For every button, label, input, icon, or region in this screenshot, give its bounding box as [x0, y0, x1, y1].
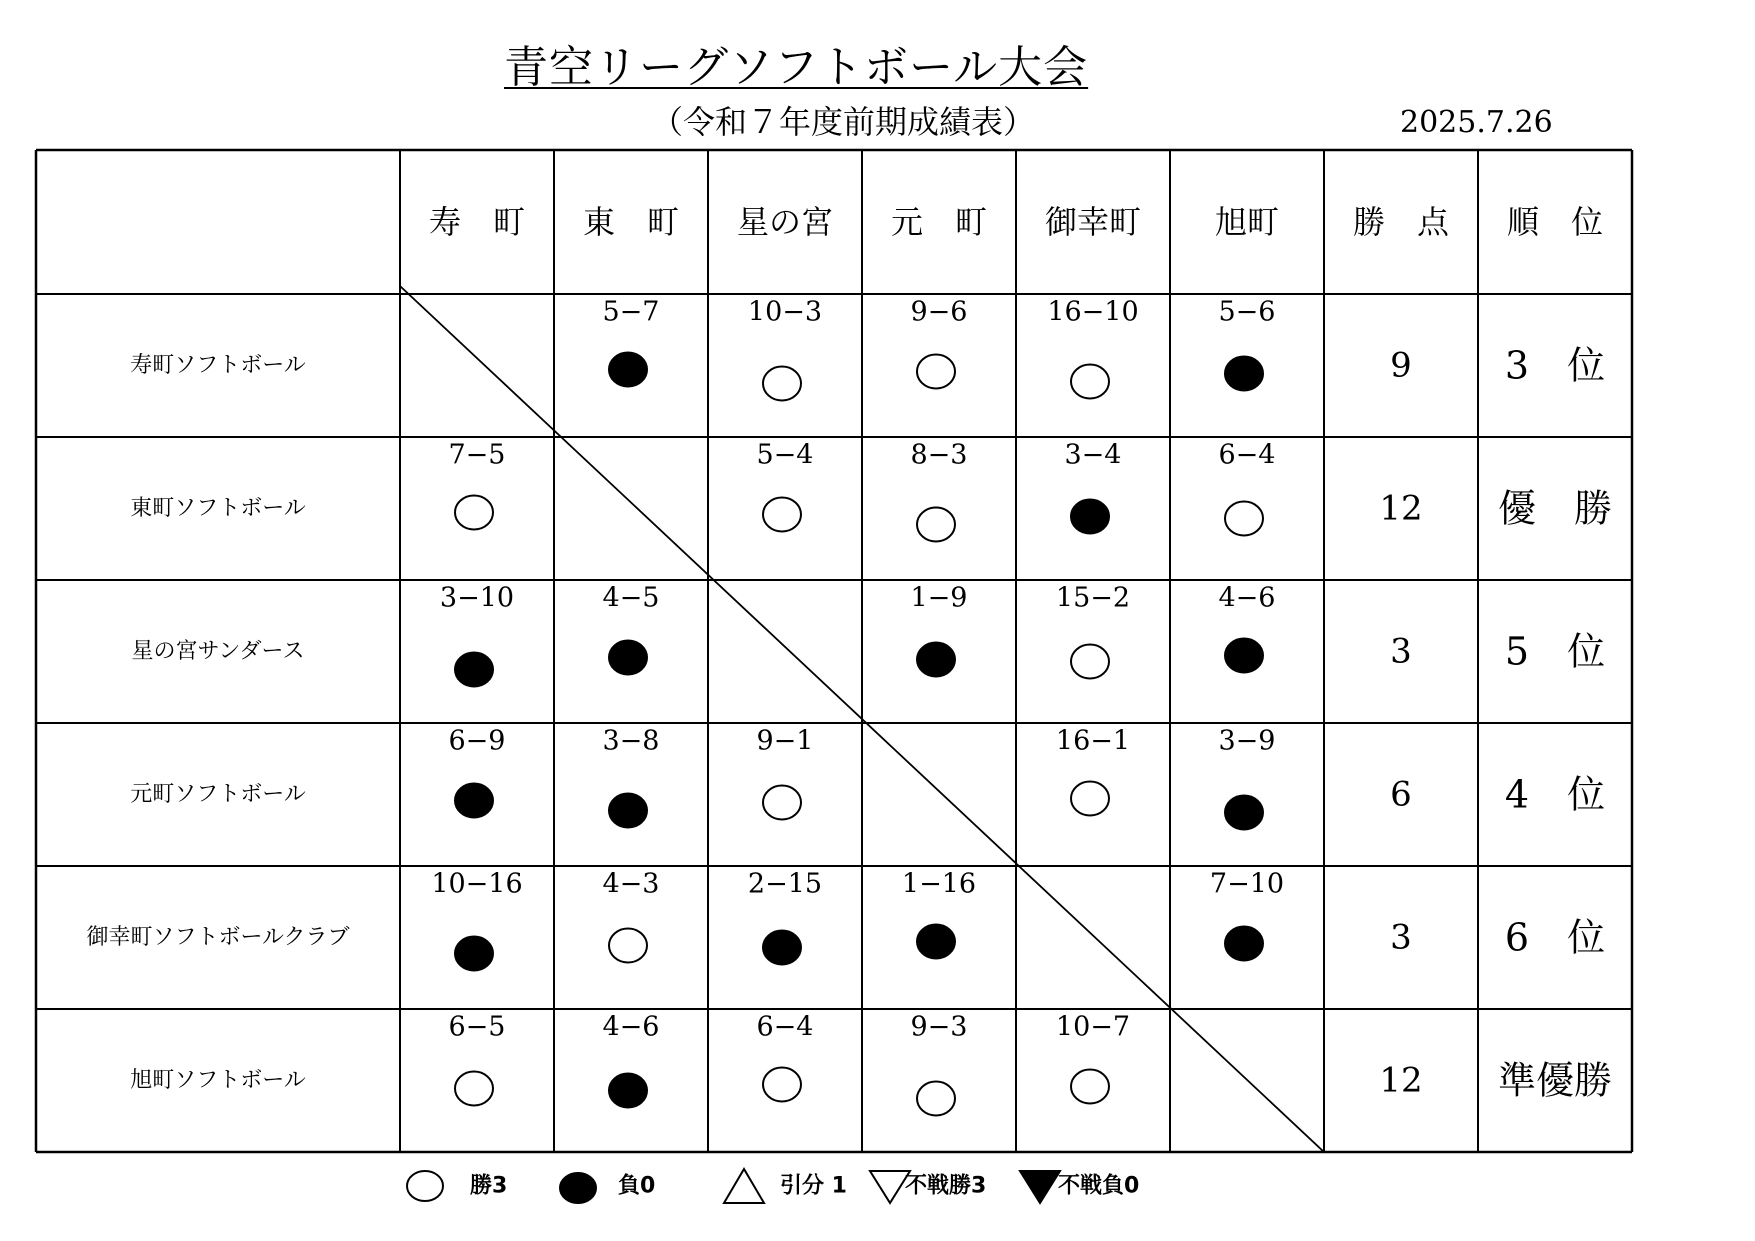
win-points: 9 [1390, 345, 1412, 386]
loss-circle-icon [763, 931, 801, 965]
column-header: 東 町 [582, 203, 680, 241]
win-circle-icon [763, 367, 801, 401]
legend-label: 不戦勝3 [905, 1173, 987, 1199]
win-circle-icon [763, 498, 801, 532]
legend-loss-icon [560, 1173, 596, 1203]
column-header: 星の宮 [736, 203, 834, 241]
legend-label: 不戦負0 [1058, 1173, 1140, 1199]
column-header: 御幸町 [1044, 203, 1142, 241]
match-score: 10−7 [1055, 1011, 1131, 1043]
team-name: 寿町ソフトボール [130, 353, 306, 378]
match-score: 3−4 [1064, 439, 1122, 471]
win-points: 12 [1379, 1060, 1423, 1101]
team-rank: 4 位 [1504, 772, 1606, 817]
loss-circle-icon [1071, 500, 1109, 534]
match-score: 2−15 [747, 868, 823, 900]
team-rank: 3 位 [1504, 343, 1606, 388]
win-circle-icon [1071, 782, 1109, 816]
win-circle-icon [1071, 365, 1109, 399]
legend-forfeit-loss-icon [1020, 1171, 1060, 1203]
match-score: 3−8 [602, 725, 660, 757]
match-score: 4−3 [602, 868, 660, 900]
match-score: 4−6 [602, 1011, 660, 1043]
match-score: 6−9 [448, 725, 506, 757]
win-points: 6 [1390, 774, 1412, 815]
loss-circle-icon [1225, 927, 1263, 961]
match-score: 16−1 [1055, 725, 1131, 757]
match-score: 5−4 [756, 439, 814, 471]
win-circle-icon [1071, 1070, 1109, 1104]
loss-circle-icon [609, 794, 647, 828]
win-points: 3 [1390, 631, 1412, 672]
legend-label: 負0 [618, 1173, 656, 1199]
match-score: 9−3 [910, 1011, 968, 1043]
win-points: 12 [1379, 488, 1423, 529]
loss-circle-icon [917, 643, 955, 677]
team-name: 星の宮サンダース [131, 639, 305, 664]
match-score: 5−6 [1218, 296, 1276, 328]
win-circle-icon [917, 1082, 955, 1116]
match-score: 15−2 [1055, 582, 1131, 614]
team-name: 東町ソフトボール [130, 496, 306, 521]
legend-win-icon [407, 1171, 443, 1201]
team-name: 元町ソフトボール [130, 782, 306, 807]
legend-draw-icon [724, 1169, 764, 1203]
page-subtitle: （令和７年度前期成績表） [651, 103, 1036, 141]
column-header: 寿 町 [428, 203, 526, 241]
match-score: 9−1 [756, 725, 814, 757]
match-score: 7−10 [1209, 868, 1285, 900]
win-circle-icon [609, 929, 647, 963]
legend-forfeit-win-icon [870, 1171, 910, 1203]
win-circle-icon [763, 786, 801, 820]
win-circle-icon [455, 496, 493, 530]
loss-circle-icon [455, 784, 493, 818]
legend-label: 勝3 [470, 1173, 508, 1199]
match-score: 8−3 [910, 439, 968, 471]
team-rank: 5 位 [1504, 629, 1606, 674]
match-score: 10−3 [747, 296, 823, 328]
win-circle-icon [455, 1072, 493, 1106]
column-header: 勝 点 [1352, 203, 1450, 241]
win-circle-icon [763, 1068, 801, 1102]
loss-circle-icon [455, 937, 493, 971]
loss-circle-icon [1225, 796, 1263, 830]
win-circle-icon [917, 508, 955, 542]
column-header: 元 町 [890, 203, 988, 241]
column-header: 順 位 [1506, 203, 1604, 241]
column-header: 旭町 [1214, 203, 1280, 241]
match-score: 4−6 [1218, 582, 1276, 614]
match-score: 5−7 [602, 296, 660, 328]
loss-circle-icon [455, 653, 493, 687]
win-circle-icon [1071, 645, 1109, 679]
team-name: 旭町ソフトボール [130, 1068, 306, 1093]
loss-circle-icon [1225, 357, 1263, 391]
match-score: 3−9 [1218, 725, 1276, 757]
team-rank: 優 勝 [1497, 486, 1613, 531]
loss-circle-icon [609, 353, 647, 387]
team-name: 御幸町ソフトボールクラブ [86, 925, 350, 950]
report-date: 2025.7.26 [1400, 105, 1553, 140]
page-title: 青空リーグソフトボール大会 [504, 42, 1089, 93]
legend-label: 引分 1 [780, 1173, 847, 1199]
match-score: 7−5 [448, 439, 506, 471]
win-circle-icon [917, 355, 955, 389]
match-score: 1−16 [901, 868, 977, 900]
match-score: 10−16 [431, 868, 523, 900]
match-score: 6−5 [448, 1011, 506, 1043]
match-score: 1−9 [910, 582, 968, 614]
team-rank: 6 位 [1504, 915, 1606, 960]
loss-circle-icon [609, 641, 647, 675]
loss-circle-icon [1225, 639, 1263, 673]
match-score: 6−4 [1218, 439, 1276, 471]
loss-circle-icon [917, 925, 955, 959]
match-score: 6−4 [756, 1011, 814, 1043]
team-rank: 準優勝 [1497, 1058, 1613, 1103]
match-score: 9−6 [910, 296, 968, 328]
match-score: 3−10 [439, 582, 515, 614]
match-score: 16−10 [1047, 296, 1139, 328]
win-circle-icon [1225, 502, 1263, 536]
loss-circle-icon [609, 1074, 647, 1108]
match-score: 4−5 [602, 582, 660, 614]
win-points: 3 [1390, 917, 1412, 958]
